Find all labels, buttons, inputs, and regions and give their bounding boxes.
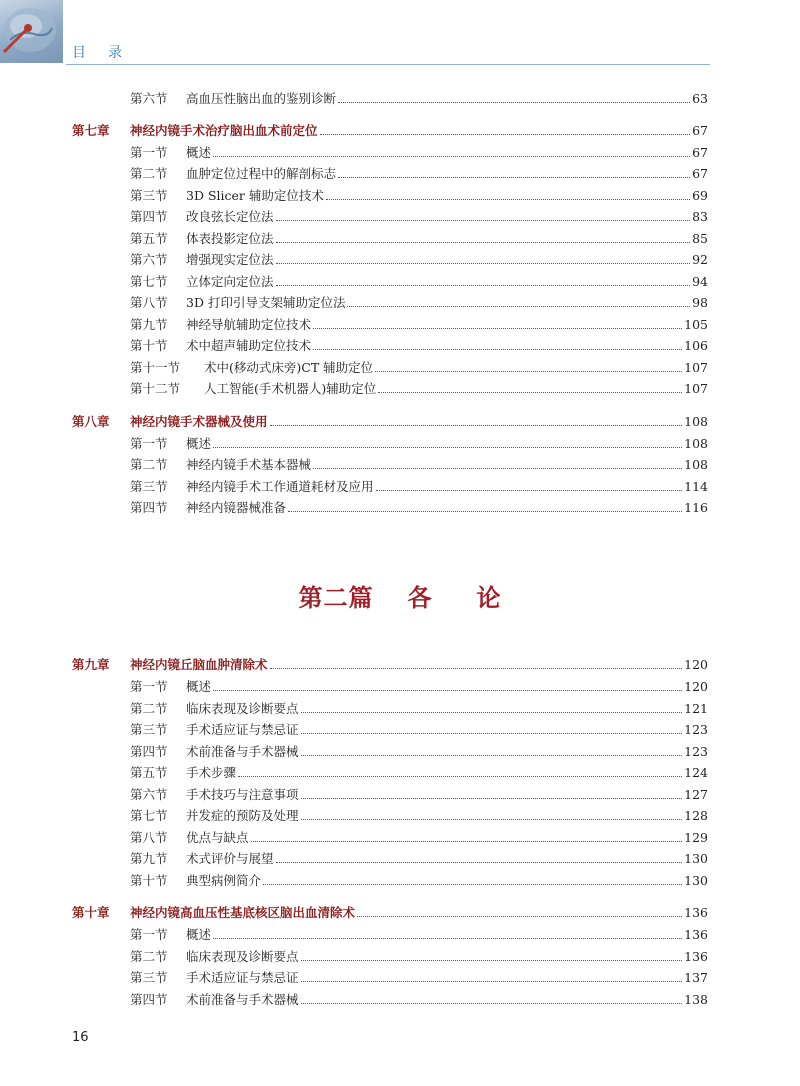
section-title: 手术适应证与禁忌证	[186, 722, 299, 737]
page-ref: 108	[684, 457, 708, 472]
toc-section-row[interactable]	[130, 871, 708, 891]
toc-section-row[interactable]	[130, 336, 708, 356]
page-ref: 130	[684, 851, 708, 866]
dot-leader	[213, 937, 682, 939]
toc-section-row[interactable]	[130, 849, 708, 869]
dot-leader	[313, 467, 682, 469]
toc-section-row[interactable]	[130, 742, 708, 762]
section-title: 临床表现及诊断要点	[186, 949, 299, 964]
page-ref: 63	[692, 91, 708, 106]
section-label: 第八节	[130, 295, 168, 310]
page-ref: 136	[684, 949, 708, 964]
page-ref: 85	[692, 231, 708, 246]
section-label: 第十节	[130, 873, 168, 888]
section-label: 第四节	[130, 992, 168, 1007]
section-title: 概述	[186, 145, 212, 160]
toc-section-row[interactable]	[130, 434, 708, 454]
toc-section-row[interactable]	[130, 455, 708, 475]
page-ref: 108	[684, 414, 708, 429]
section-label: 第二节	[130, 166, 168, 181]
section-label: 第五节	[130, 765, 168, 780]
page-ref: 116	[684, 500, 708, 515]
dot-leader	[251, 840, 683, 842]
section-title: 高血压性脑出血的鉴别诊断	[186, 91, 337, 106]
dot-leader	[347, 305, 690, 307]
toc-section-row[interactable]	[130, 968, 708, 988]
section-label: 第十一节	[130, 360, 181, 375]
toc-section-row[interactable]	[130, 229, 708, 249]
page-ref: 107	[684, 360, 708, 375]
chapter-title: 神经内镜高血压性基底核区脑出血清除术	[130, 905, 356, 920]
page-ref: 127	[684, 787, 708, 802]
part-title	[0, 578, 800, 613]
toc-section-row[interactable]	[130, 358, 708, 378]
dot-leader	[313, 327, 682, 329]
dot-leader	[270, 667, 683, 669]
toc-chapter-row[interactable]	[72, 121, 708, 141]
section-label: 第四节	[130, 744, 168, 759]
dot-leader	[301, 959, 683, 961]
section-label: 第三节	[130, 722, 168, 737]
section-title: 手术适应证与禁忌证	[186, 970, 299, 985]
section-title: 增强现实定位法	[186, 252, 274, 267]
dot-leader	[326, 198, 690, 200]
section-title: 改良弦长定位法	[186, 209, 274, 224]
chapter-label: 第九章	[72, 657, 110, 672]
toc-section-row[interactable]	[130, 699, 708, 719]
section-label: 第一节	[130, 436, 168, 451]
section-title: 术中超声辅助定位技术	[186, 338, 312, 353]
part-number: 第二篇	[298, 584, 374, 612]
page-ref: 114	[684, 479, 708, 494]
section-title: 概述	[186, 436, 212, 451]
page-ref: 92	[692, 252, 708, 267]
dot-leader	[263, 883, 682, 885]
dot-leader	[301, 732, 683, 734]
page-ref: 67	[692, 145, 708, 160]
dot-leader	[357, 915, 682, 917]
toc-section-row[interactable]	[130, 806, 708, 826]
section-title: 概述	[186, 679, 212, 694]
toc-section-row[interactable]	[130, 828, 708, 848]
page-ref: 137	[684, 970, 708, 985]
header-rule	[66, 64, 710, 65]
dot-leader	[338, 101, 690, 103]
page-ref: 94	[692, 274, 708, 289]
page-ref: 123	[684, 722, 708, 737]
page-ref: 107	[684, 381, 708, 396]
section-label: 第一节	[130, 679, 168, 694]
page-ref: 120	[684, 657, 708, 672]
dot-leader	[213, 689, 682, 691]
dot-leader	[378, 391, 682, 393]
dot-leader	[376, 489, 683, 491]
dot-leader	[238, 775, 682, 777]
toc-chapter-row[interactable]	[72, 903, 708, 923]
toc-section-row[interactable]	[130, 498, 708, 518]
toc-section-row[interactable]	[130, 477, 708, 497]
page-ref: 83	[692, 209, 708, 224]
section-title: 术中(移动式床旁)CT 辅助定位	[204, 360, 374, 375]
toc-section-row[interactable]	[130, 89, 708, 109]
brain-illustration-icon	[0, 0, 63, 63]
dot-leader	[288, 510, 682, 512]
page-ref: 67	[692, 166, 708, 181]
page-ref: 136	[684, 905, 708, 920]
dot-leader	[301, 797, 683, 799]
toc-chapter-row[interactable]	[72, 412, 708, 432]
page-ref: 138	[684, 992, 708, 1007]
dot-leader	[276, 219, 691, 221]
section-title: 血肿定位过程中的解剖标志	[186, 166, 337, 181]
section-label: 第四节	[130, 209, 168, 224]
page-ref: 67	[692, 123, 708, 138]
section-title: 概述	[186, 927, 212, 942]
section-title: 神经内镜手术工作通道耗材及应用	[186, 479, 374, 494]
section-title: 手术步骤	[186, 765, 237, 780]
toc-section-row[interactable]	[130, 720, 708, 740]
corner-brain-image	[0, 0, 63, 63]
section-title: 神经导航辅助定位技术	[186, 317, 312, 332]
chapter-title: 神经内镜手术器械及使用	[130, 414, 268, 429]
dot-leader	[213, 446, 682, 448]
dot-leader	[301, 754, 683, 756]
dot-leader	[276, 262, 691, 264]
section-label: 第六节	[130, 252, 168, 267]
section-title: 术式评价与展望	[186, 851, 274, 866]
section-title: 3D 打印引导支架辅助定位法	[186, 295, 346, 310]
page-ref: 123	[684, 744, 708, 759]
section-title: 术前准备与手术器械	[186, 744, 299, 759]
section-label: 第五节	[130, 231, 168, 246]
section-title: 神经内镜器械准备	[186, 500, 287, 515]
section-label: 第十节	[130, 338, 168, 353]
toc-section-row[interactable]	[130, 250, 708, 270]
header-title	[72, 42, 122, 62]
section-label: 第七节	[130, 274, 168, 289]
part-title-word-a: 各	[407, 584, 433, 612]
page-ref: 98	[692, 295, 708, 310]
chapter-label: 第十章	[72, 905, 110, 920]
section-label: 第二节	[130, 949, 168, 964]
dot-leader	[375, 370, 682, 372]
section-label: 第九节	[130, 851, 168, 866]
header-title-left: 目	[72, 45, 86, 61]
page-ref: 108	[684, 436, 708, 451]
chapter-title: 神经内镜丘脑血肿清除术	[130, 657, 268, 672]
toc-section-row[interactable]	[130, 379, 708, 399]
section-label: 第八节	[130, 830, 168, 845]
page-ref: 120	[684, 679, 708, 694]
section-label: 第二节	[130, 457, 168, 472]
header-title-right: 录	[108, 45, 122, 61]
section-label: 第六节	[130, 787, 168, 802]
page-ref: 130	[684, 873, 708, 888]
page-ref: 121	[684, 701, 708, 716]
section-title: 并发症的预防及处理	[186, 808, 299, 823]
toc-section-row[interactable]	[130, 763, 708, 783]
part-title-word-b: 论	[476, 584, 502, 612]
dot-leader	[276, 861, 683, 863]
section-label: 第三节	[130, 188, 168, 203]
section-title: 优点与缺点	[186, 830, 249, 845]
section-title: 体表投影定位法	[186, 231, 274, 246]
dot-leader	[320, 133, 691, 135]
section-label: 第二节	[130, 701, 168, 716]
page-ref: 129	[684, 830, 708, 845]
dot-leader	[301, 1002, 683, 1004]
section-title: 手术技巧与注意事项	[186, 787, 299, 802]
section-label: 第六节	[130, 91, 168, 106]
toc-section-row[interactable]	[130, 677, 708, 697]
toc-section-row[interactable]	[130, 164, 708, 184]
chapter-label: 第七章	[72, 123, 110, 138]
toc-chapter-row[interactable]	[72, 655, 708, 675]
toc-section-row[interactable]	[130, 143, 708, 163]
section-title: 临床表现及诊断要点	[186, 701, 299, 716]
dot-leader	[301, 980, 683, 982]
section-title: 3D Slicer 辅助定位技术	[186, 188, 324, 203]
page-ref: 69	[692, 188, 708, 203]
section-label: 第九节	[130, 317, 168, 332]
dot-leader	[301, 711, 683, 713]
section-title: 术前准备与手术器械	[186, 992, 299, 1007]
page-ref: 128	[684, 808, 708, 823]
toc-section-row[interactable]	[130, 925, 708, 945]
page-ref: 106	[684, 338, 708, 353]
section-label: 第三节	[130, 479, 168, 494]
section-title: 神经内镜手术基本器械	[186, 457, 312, 472]
dot-leader	[301, 818, 683, 820]
dot-leader	[276, 284, 691, 286]
page-ref: 124	[684, 765, 708, 780]
dot-leader	[313, 348, 682, 350]
dot-leader	[270, 424, 683, 426]
toc-section-row[interactable]	[130, 186, 708, 206]
section-label: 第一节	[130, 145, 168, 160]
page-number: 16	[72, 1030, 89, 1045]
toc-section-row[interactable]	[130, 272, 708, 292]
section-label: 第十二节	[130, 381, 181, 396]
section-title: 典型病例简介	[186, 873, 262, 888]
dot-leader	[338, 176, 690, 178]
chapter-title: 神经内镜手术治疗脑出血术前定位	[130, 123, 318, 138]
toc-section-row[interactable]	[130, 207, 708, 227]
chapter-label: 第八章	[72, 414, 110, 429]
dot-leader	[213, 155, 690, 157]
dot-leader	[276, 241, 691, 243]
section-title: 人工智能(手术机器人)辅助定位	[204, 381, 377, 396]
page-ref: 105	[684, 317, 708, 332]
section-title: 立体定向定位法	[186, 274, 274, 289]
section-label: 第一节	[130, 927, 168, 942]
toc-section-row[interactable]	[130, 785, 708, 805]
toc-section-row[interactable]	[130, 315, 708, 335]
toc-section-row[interactable]	[130, 990, 708, 1010]
section-label: 第七节	[130, 808, 168, 823]
toc-section-row[interactable]	[130, 947, 708, 967]
section-label: 第四节	[130, 500, 168, 515]
page-ref: 136	[684, 927, 708, 942]
toc-section-row[interactable]	[130, 293, 708, 313]
section-label: 第三节	[130, 970, 168, 985]
